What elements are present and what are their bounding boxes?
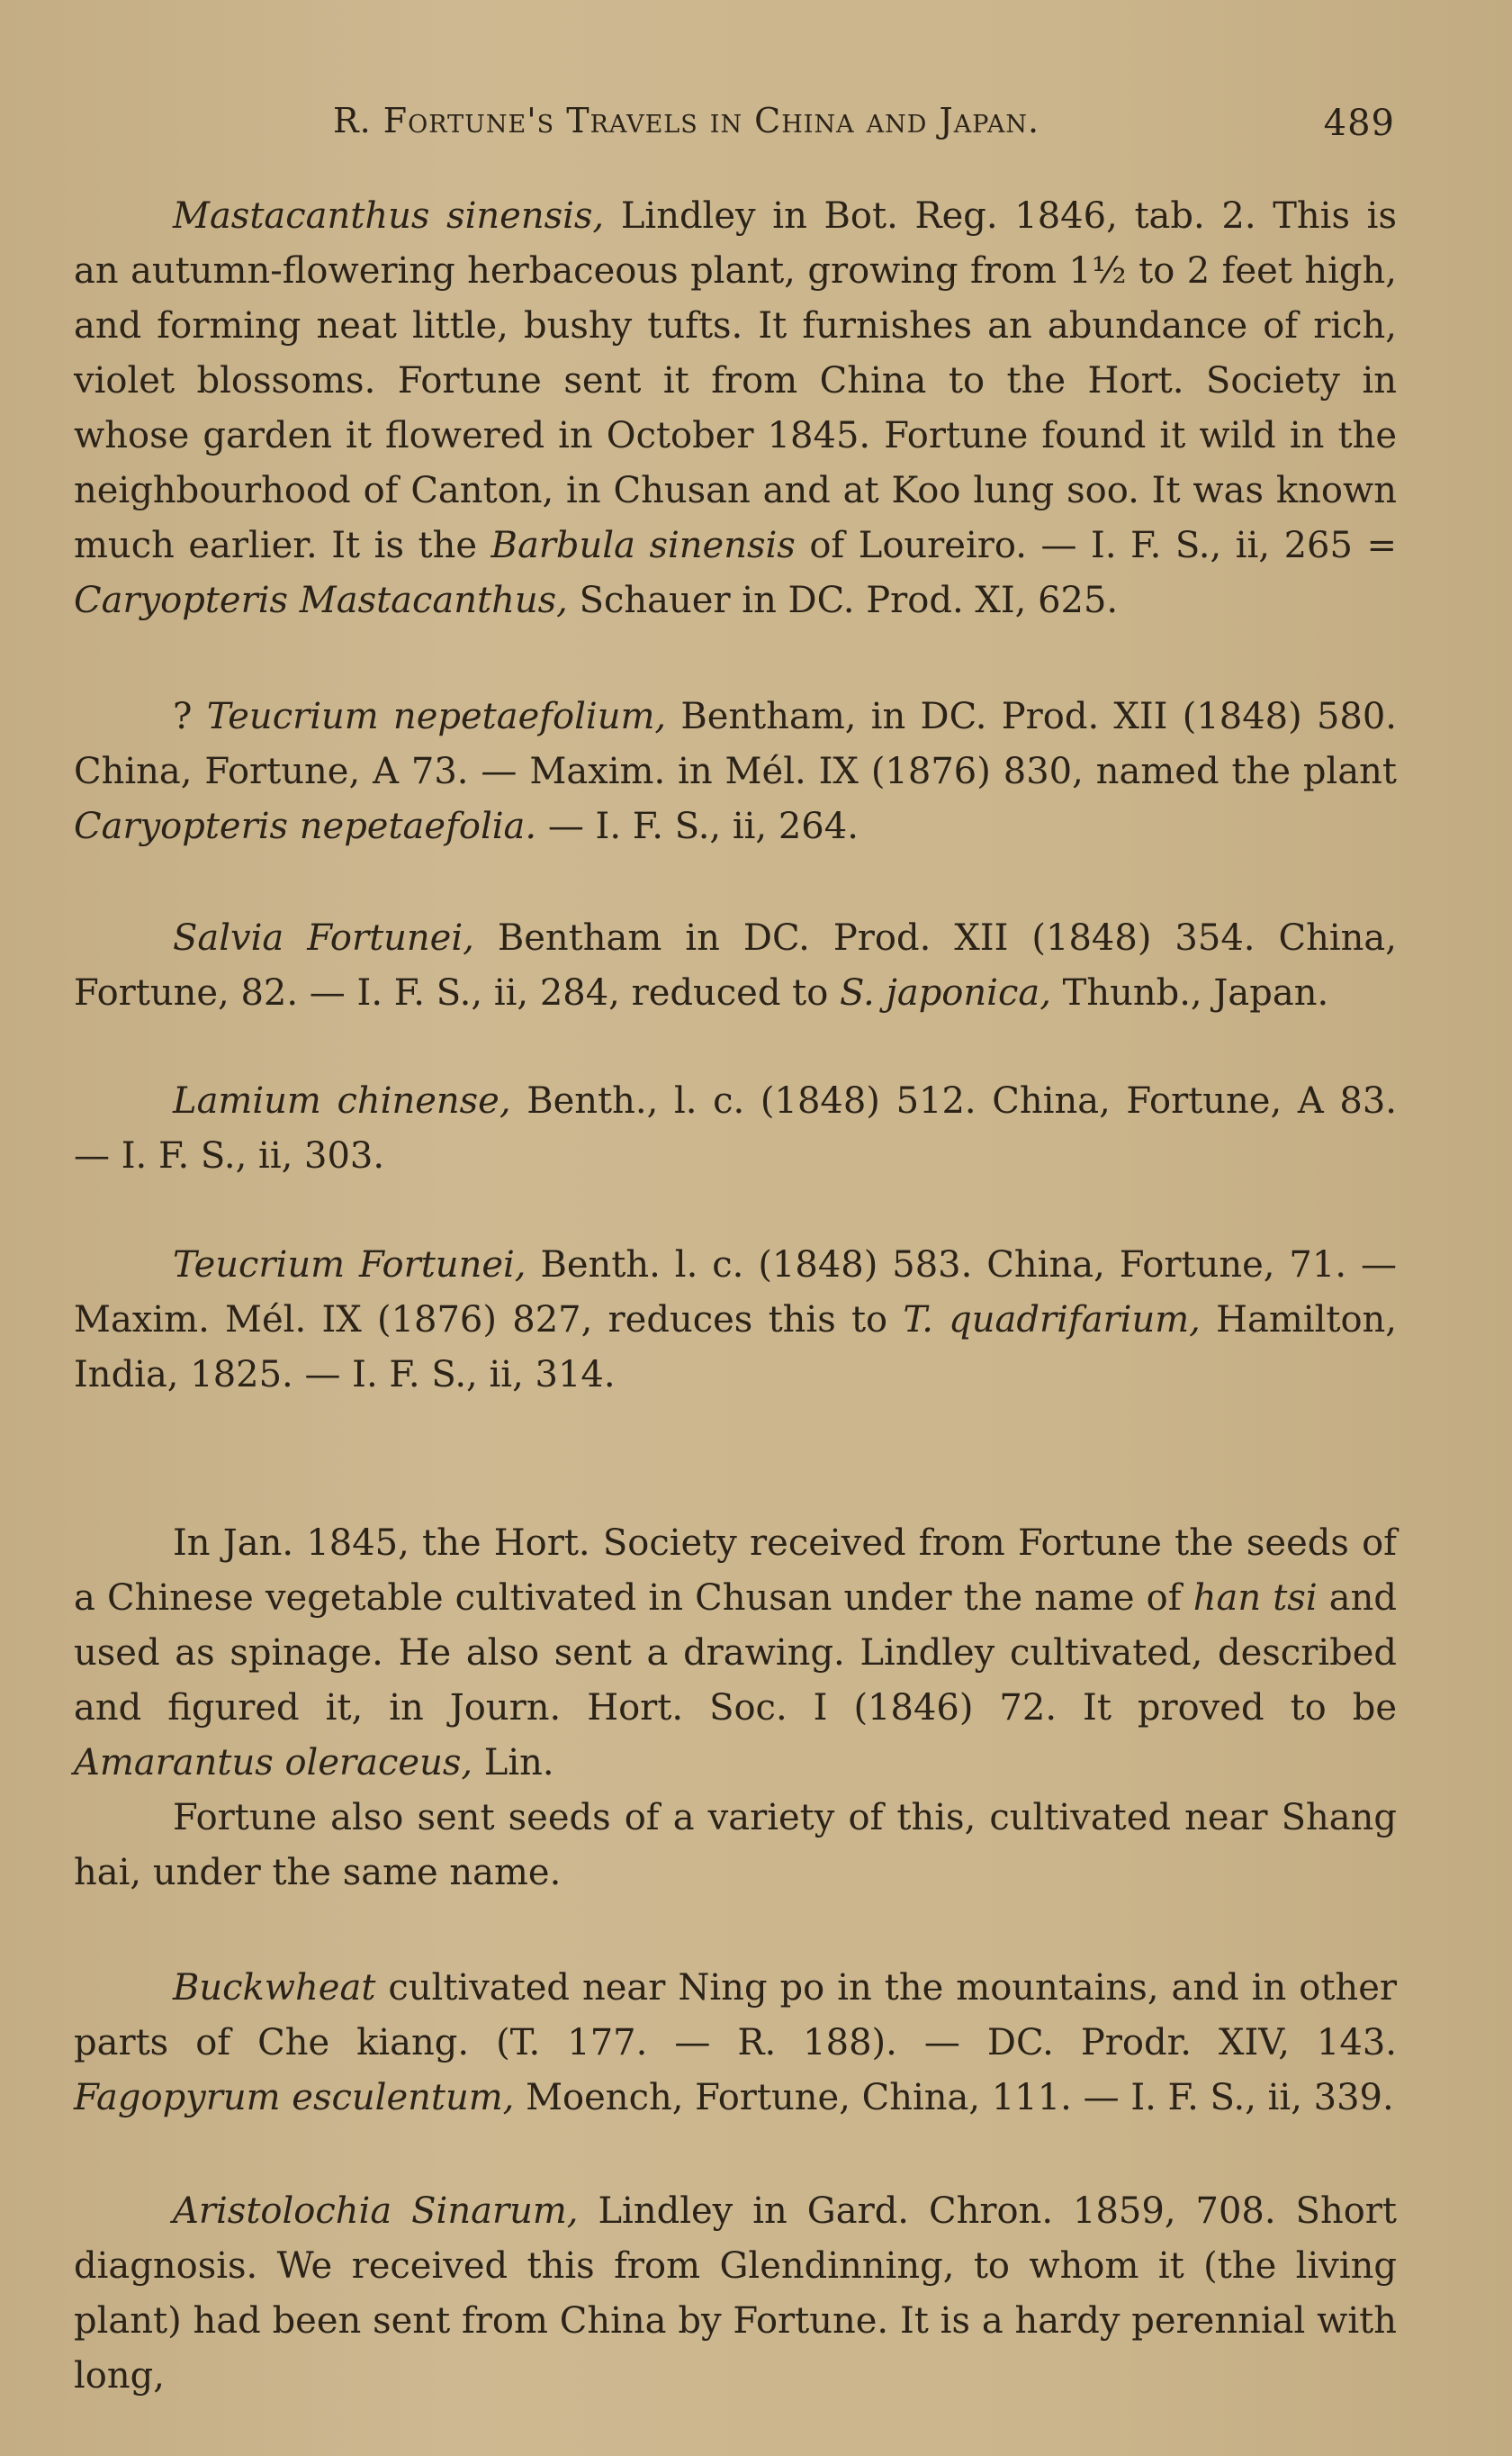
page-number: 489 — [1323, 103, 1395, 144]
entry-salvia-fortunei — [74, 911, 1397, 1021]
species-name: Fagopyrum esculentum, — [74, 2077, 515, 2118]
running-title: R. Fortune's Travels in China and Japan. — [333, 101, 1040, 140]
species-name: S. japonica, — [840, 972, 1051, 1014]
entry-paragraph — [74, 690, 1397, 854]
entry-text: Lindley in Gard. Chron. 1859, 708. Short diagnosis. We received this from Glendinning, to whom it (the living plant) had been sent from China by Fortune. It is a hardy perennial with long, — [74, 2190, 1397, 2397]
entry-prefix: ? — [173, 696, 207, 737]
species-name: Salvia Fortunei, — [173, 917, 474, 959]
entry-paragraph — [74, 1238, 1397, 1403]
paragraph-han-tsi — [74, 1516, 1397, 1791]
species-name: Lamium chinense, — [173, 1080, 511, 1122]
species-name: Buckwheat — [173, 1967, 376, 2009]
species-name: T. quadrifarium, — [903, 1299, 1201, 1341]
entry-text: Hamilton, India, 1825. — I. F. S., ii, 314. — [74, 1299, 1398, 1395]
entry-mastacanthus — [74, 189, 1397, 628]
entry-teucrium-fortunei — [74, 1238, 1397, 1403]
paragraph-text: Lin. — [472, 1742, 554, 1783]
entry-teucrium-nepetaefolium — [74, 690, 1397, 854]
entry-aristolochia — [74, 2184, 1397, 2404]
entry-text: Moench, Fortune, China, 111. — I. F. S., ii, 339. — [514, 2077, 1394, 2118]
species-name: Amarantus oleraceus, — [74, 1742, 473, 1783]
entry-text: of Loureiro. — I. F. S., ii, 265 = — [795, 525, 1397, 566]
entry-text: — I. F. S., ii, 264. — [536, 806, 859, 847]
species-name: Mastacanthus sinensis, — [173, 195, 605, 237]
species-name: Teucrium nepetaefolium, — [206, 696, 667, 737]
chinese-name: han tsi — [1192, 1577, 1318, 1619]
entry-text: Benth., l. c. (1848) 512. China, Fortune, A 83. — I. F. S., ii, 303. — [74, 1080, 1398, 1177]
species-name: Aristolochia Sinarum, — [173, 2190, 579, 2232]
paragraph-han-tsi-variety: Fortune also sent seeds of a variety of this, cultivated near Shang hai, under the same name. — [74, 1797, 1397, 1893]
entry-text: Lindley in Bot. Reg. 1846, tab. 2. This is an autumn-flowering herbaceous plant, growing from 1½ to 2 feet high, and forming neat little, bushy tufts. It furnishes an abundance of rich, violet blossoms. Fortune sent it from China to the Hort. Society in whose garden it flowered in October 1845. Fortune found it wild in the neighbourhood of Canton, in Chusan and at Koo lung soo. It was known much earlier. It is the — [74, 195, 1397, 566]
entry-text: Bentham, in DC. Prod. XII (1848) 580. China, Fortune, A 73. — Maxim. in Mél. IX (1876) 830, named the plant — [74, 696, 1397, 792]
entry-paragraph — [74, 1074, 1397, 1184]
entry-text: Bentham in DC. Prod. XII (1848) 354. China, Fortune, 82. — I. F. S., ii, 284, reduced to — [74, 917, 1397, 1014]
entry-buckwheat — [74, 1961, 1397, 2126]
entry-text: cultivated near Ning po in the mountains, and in other parts of Che kiang. (T. 177. — R. 188). — DC. Prodr. XIV, 143. — [74, 1967, 1397, 2063]
paragraph-text: and used as spinage. He also sent a drawing. Lindley cultivated, described and figured it, in Journ. Hort. Soc. I (1846) 72. It proved to be — [74, 1577, 1397, 1729]
species-name: Teucrium Fortunei, — [173, 1244, 526, 1286]
entry-paragraph — [74, 2184, 1397, 2404]
entry-paragraph — [74, 911, 1397, 1021]
paragraph-text: In Jan. 1845, the Hort. Society received from Fortune the seeds of a Chinese vegetable cultivated in Chusan under the name of — [74, 1522, 1397, 1619]
entry-lamium-chinense — [74, 1074, 1397, 1184]
entry-paragraph — [74, 189, 1397, 628]
species-name: Barbula sinensis — [490, 525, 796, 566]
species-name: Caryopteris nepetaefolia. — [74, 806, 537, 847]
page-header — [333, 101, 1404, 155]
section-han-tsi — [74, 1516, 1397, 1901]
entry-text: Benth. l. c. (1848) 583. China, Fortune, 71. — Maxim. Mél. IX (1876) 827, reduces this to — [74, 1244, 1397, 1341]
entry-paragraph — [74, 1961, 1397, 2126]
entry-text: Thunb., Japan. — [1050, 972, 1329, 1014]
species-name: Caryopteris Mastacanthus, — [74, 580, 568, 621]
entry-text: Schauer in DC. Prod. XI, 625. — [567, 580, 1119, 621]
